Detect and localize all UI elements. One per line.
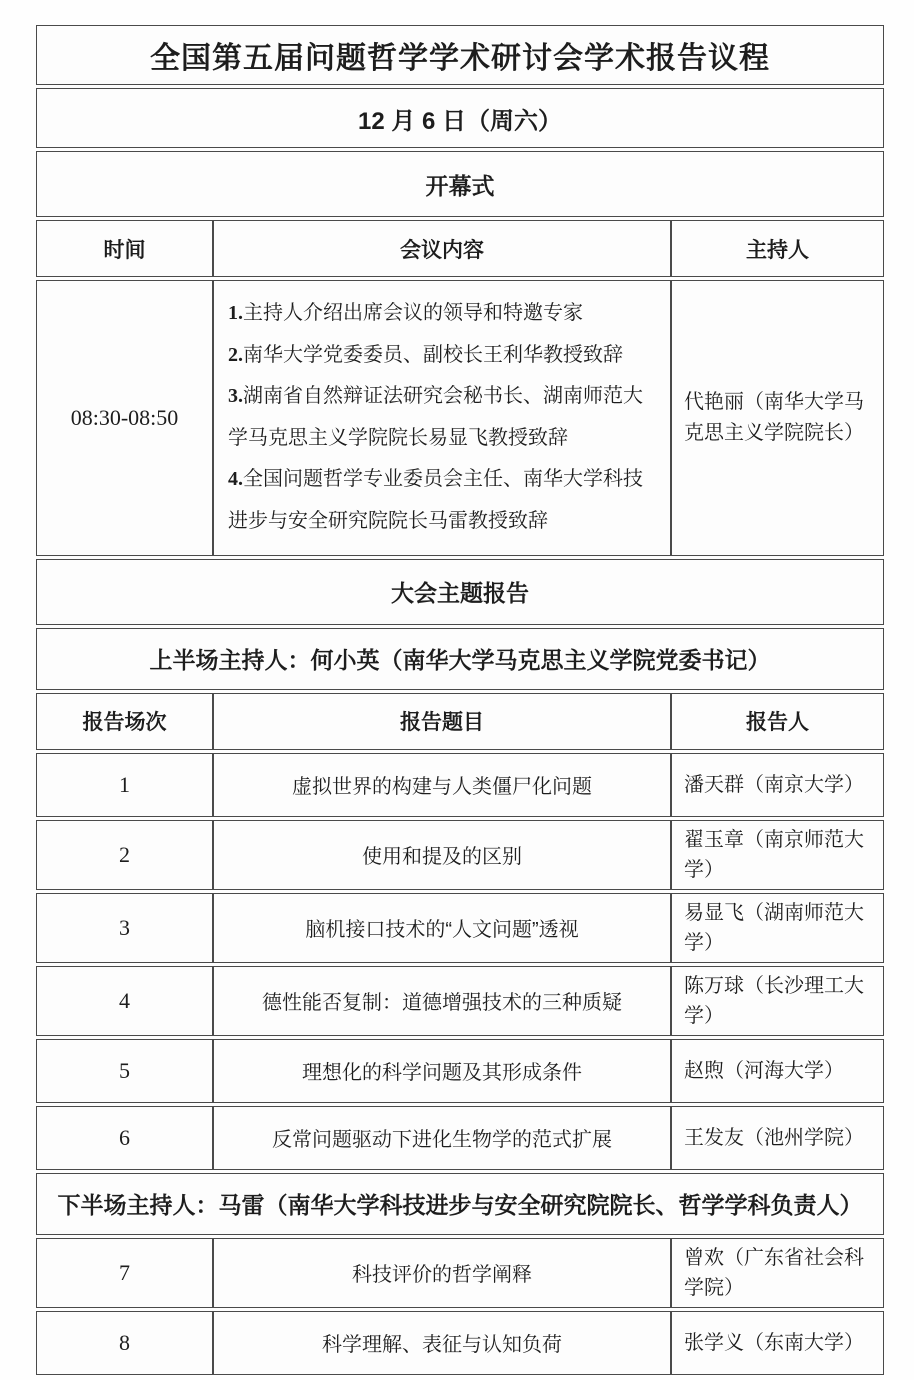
opening-host: 代艳丽（南华大学马克思主义学院院长） xyxy=(671,280,884,556)
item-text: 全国问题哲学专业委员会主任、南华大学科技进步与安全研究院院长马雷教授致辞 xyxy=(228,468,643,532)
opening-header-row xyxy=(36,220,884,277)
section-keynote-row xyxy=(36,559,884,625)
opening-time: 08:30-08:50 xyxy=(36,280,213,556)
report-topic: 使用和提及的区别 xyxy=(213,820,671,890)
first-half-host: 上半场主持人：何小英（南华大学马克思主义学院党委书记） xyxy=(36,628,884,690)
report-speaker: 易显飞（湖南师范大学） xyxy=(671,893,884,963)
item-text: 湖南省自然辩证法研究会秘书长、湖南师范大学马克思主义学院院长易显飞教授致辞 xyxy=(228,385,643,449)
item-text: 主持人介绍出席会议的领导和特邀专家 xyxy=(243,302,583,324)
report-number: 6 xyxy=(36,1106,213,1170)
section-opening-title: 开幕式 xyxy=(36,151,884,217)
opening-item-1 xyxy=(228,293,662,335)
opening-item-2 xyxy=(228,335,662,377)
report-row-7 xyxy=(36,1238,884,1308)
first-half-host-row xyxy=(36,628,884,690)
agenda-date: 12 月 6 日（周六） xyxy=(36,88,884,148)
date-row xyxy=(36,88,884,148)
report-row-2 xyxy=(36,820,884,890)
report-topic: 脑机接口技术的“人文问题”透视 xyxy=(213,893,671,963)
report-number: 1 xyxy=(36,753,213,817)
report-speaker: 王发友（池州学院） xyxy=(671,1106,884,1170)
item-number: 2. xyxy=(228,343,243,366)
second-half-host: 下半场主持人：马雷（南华大学科技进步与安全研究院院长、哲学学科负责人） xyxy=(36,1173,884,1235)
report-topic: 虚拟世界的构建与人类僵尸化问题 xyxy=(213,753,671,817)
agenda-table xyxy=(36,22,884,1378)
report-row-8 xyxy=(36,1311,884,1375)
item-text: 南华大学党委委员、副校长王利华教授致辞 xyxy=(243,343,623,366)
report-row-5 xyxy=(36,1039,884,1103)
item-number: 4. xyxy=(228,468,243,491)
report-speaker: 翟玉章（南京师范大学） xyxy=(671,820,884,890)
report-row-3 xyxy=(36,893,884,963)
report-topic: 反常问题驱动下进化生物学的范式扩展 xyxy=(213,1106,671,1170)
col-header-report-no: 报告场次 xyxy=(36,693,213,750)
col-header-host: 主持人 xyxy=(671,220,884,277)
report-row-1 xyxy=(36,753,884,817)
report-row-4 xyxy=(36,966,884,1036)
col-header-report-speaker: 报告人 xyxy=(671,693,884,750)
report-number: 4 xyxy=(36,966,213,1036)
report-header-row xyxy=(36,693,884,750)
col-header-report-topic: 报告题目 xyxy=(213,693,671,750)
item-number: 1. xyxy=(228,302,243,324)
item-number: 3. xyxy=(228,385,243,408)
opening-item-3 xyxy=(228,376,662,459)
report-number: 8 xyxy=(36,1311,213,1375)
report-row-6 xyxy=(36,1106,884,1170)
col-header-content: 会议内容 xyxy=(213,220,671,277)
title-row xyxy=(36,25,884,85)
report-topic: 科学理解、表征与认知负荷 xyxy=(213,1311,671,1375)
section-keynote-title: 大会主题报告 xyxy=(36,559,884,625)
report-speaker: 赵煦（河海大学） xyxy=(671,1039,884,1103)
col-header-time: 时间 xyxy=(36,220,213,277)
opening-item-4 xyxy=(228,459,662,542)
report-number: 3 xyxy=(36,893,213,963)
agenda-title: 全国第五届问题哲学学术研讨会学术报告议程 xyxy=(36,25,884,85)
opening-content-row xyxy=(36,280,884,556)
report-topic: 科技评价的哲学阐释 xyxy=(213,1238,671,1308)
report-topic: 理想化的科学问题及其形成条件 xyxy=(213,1039,671,1103)
report-number: 2 xyxy=(36,820,213,890)
second-half-host-row xyxy=(36,1173,884,1235)
report-number: 5 xyxy=(36,1039,213,1103)
report-speaker: 潘天群（南京大学） xyxy=(671,753,884,817)
report-speaker: 张学义（东南大学） xyxy=(671,1311,884,1375)
report-speaker: 曾欢（广东省社会科学院） xyxy=(671,1238,884,1308)
opening-content-cell xyxy=(213,280,671,556)
report-speaker: 陈万球（长沙理工大学） xyxy=(671,966,884,1036)
report-topic: 德性能否复制：道德增强技术的三种质疑 xyxy=(213,966,671,1036)
section-opening-ceremony-row xyxy=(36,151,884,217)
report-number: 7 xyxy=(36,1238,213,1308)
